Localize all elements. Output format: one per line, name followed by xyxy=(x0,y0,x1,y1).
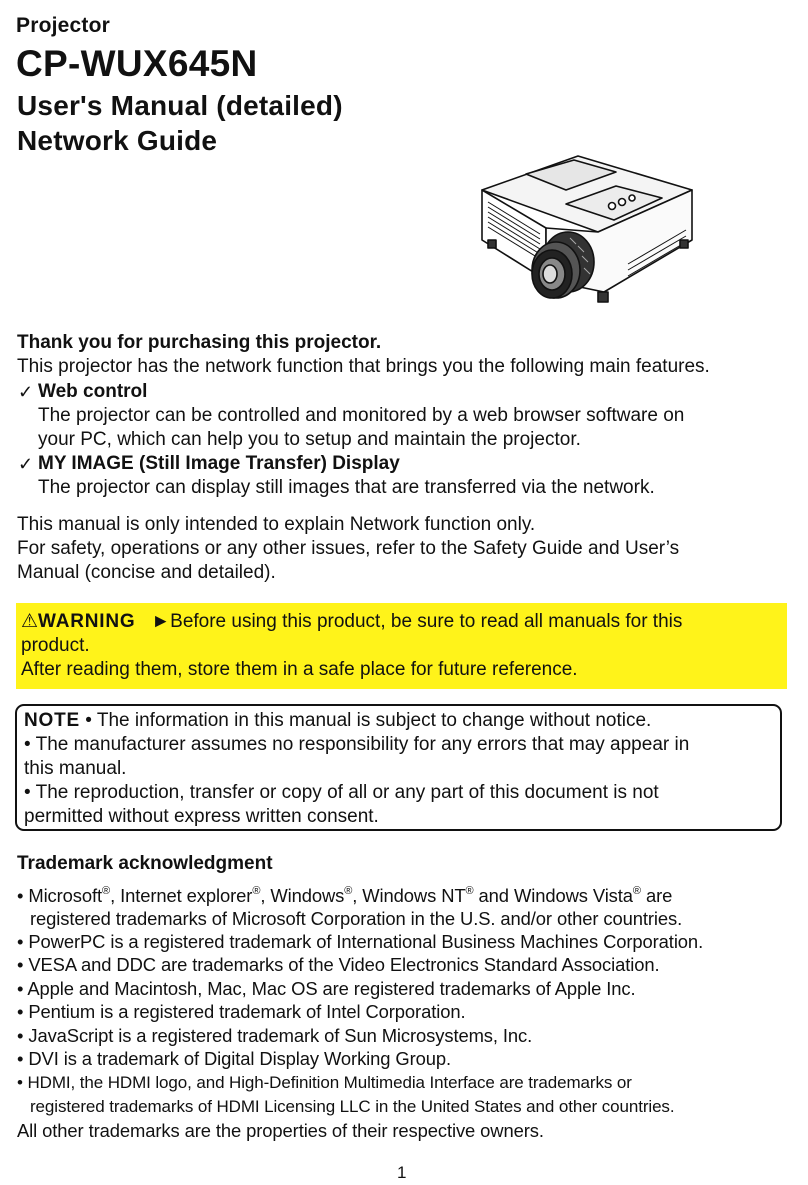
warning-text-2: product. xyxy=(21,635,90,656)
note-text-4: • The reproduction, transfer or copy of all or any part of this document is not xyxy=(24,782,659,803)
checkmark-icon: ✓ xyxy=(18,382,34,402)
trademark-microsoft xyxy=(17,884,672,908)
trademark-microsoft-cont: registered trademarks of Microsoft Corporation in the U.S. and/or other countries. xyxy=(30,908,683,929)
note-text-3: this manual. xyxy=(24,758,127,779)
projector-illustration xyxy=(466,152,706,322)
thanks-heading: Thank you for purchasing this projector. xyxy=(17,332,382,353)
scope-text-1: This manual is only intended to explain Network function only. xyxy=(17,514,536,535)
warning-icon: ⚠ xyxy=(21,611,39,632)
registered-mark: ® xyxy=(632,885,641,897)
registered-mark: ® xyxy=(465,885,474,897)
tm-text: , Windows xyxy=(260,885,345,906)
tm-text: , Internet explorer xyxy=(110,885,253,906)
product-category: Projector xyxy=(16,14,110,37)
feature-desc-web-control-cont: your PC, which can help you to setup and maintain the projector. xyxy=(38,429,581,450)
trademark-powerpc: • PowerPC is a registered trademark of International Business Machines Corporation. xyxy=(17,931,704,952)
feature-title-my-image: MY IMAGE (Still Image Transfer) Display xyxy=(38,453,400,474)
note-box xyxy=(15,704,782,831)
warning-text-1: Before using this product, be sure to read all manuals for this xyxy=(170,611,683,632)
arrow-icon: ► xyxy=(151,611,171,632)
trademark-other: All other trademarks are the properties of their respective owners. xyxy=(17,1120,544,1141)
trademark-apple: • Apple and Macintosh, Mac, Mac OS are registered trademarks of Apple Inc. xyxy=(17,978,636,999)
warning-text-3: After reading them, store them in a safe place for future reference. xyxy=(21,659,578,680)
tm-text: • Microsoft xyxy=(17,885,103,906)
trademark-dvi: • DVI is a trademark of Digital Display Working Group. xyxy=(17,1048,452,1069)
note-text-1: • The information in this manual is subject to change without notice. xyxy=(85,710,652,731)
registered-mark: ® xyxy=(344,885,353,897)
intro-text: This projector has the network function that brings you the following main features. xyxy=(17,356,710,377)
warning-label: WARNING xyxy=(38,611,136,632)
trademark-hdmi: • HDMI, the HDMI logo, and High-Definition Multimedia Interface are trademarks or xyxy=(17,1073,632,1092)
trademark-pentium: • Pentium is a registered trademark of Intel Corporation. xyxy=(17,1001,466,1022)
registered-mark: ® xyxy=(102,885,111,897)
feature-desc-web-control: The projector can be controlled and monitored by a web browser software on xyxy=(38,405,685,426)
trademark-vesa: • VESA and DDC are trademarks of the Video Electronics Standard Association. xyxy=(17,954,660,975)
note-label: NOTE xyxy=(24,710,80,731)
scope-text-3: Manual (concise and detailed). xyxy=(17,562,276,583)
scope-text-2: For safety, operations or any other issues, refer to the Safety Guide and User’s xyxy=(17,538,680,559)
document-title: User's Manual (detailed) xyxy=(17,90,343,121)
tm-text: and Windows Vista xyxy=(473,885,633,906)
tm-text: , Windows NT xyxy=(352,885,466,906)
trademark-javascript: • JavaScript is a registered trademark of Sun Microsystems, Inc. xyxy=(17,1025,533,1046)
registered-mark: ® xyxy=(252,885,261,897)
note-text-5: permitted without express written consent. xyxy=(24,806,379,827)
tm-text: are xyxy=(640,885,673,906)
trademark-hdmi-cont: registered trademarks of HDMI Licensing LLC in the United States and other countries. xyxy=(30,1097,675,1116)
trademark-heading: Trademark acknowledgment xyxy=(17,853,273,874)
document-subtitle: Network Guide xyxy=(17,125,218,156)
model-number: CP-WUX645N xyxy=(16,43,258,84)
feature-desc-my-image: The projector can display still images that are transferred via the network. xyxy=(38,477,655,498)
warning-box xyxy=(16,603,787,689)
page-number: 1 xyxy=(397,1163,407,1182)
feature-title-web-control: Web control xyxy=(38,381,148,402)
note-text-2: • The manufacturer assumes no responsibility for any errors that may appear in xyxy=(24,734,690,755)
checkmark-icon: ✓ xyxy=(18,454,34,474)
